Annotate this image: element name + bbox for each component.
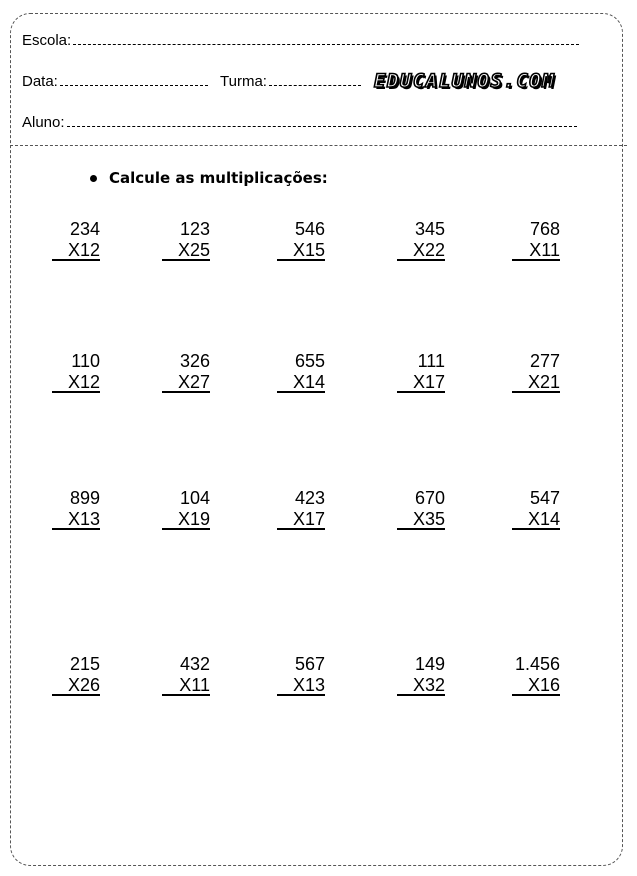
multiplicand: 546 — [294, 219, 325, 239]
answer-line[interactable] — [52, 391, 100, 393]
multiplicand: 899 — [69, 488, 100, 508]
turma-label: Turma: — [220, 73, 267, 90]
escola-line[interactable] — [73, 43, 579, 45]
multiplicand: 149 — [414, 654, 445, 674]
answer-line[interactable] — [52, 528, 100, 530]
multiplier: X11 — [179, 675, 210, 695]
answer-line[interactable] — [52, 694, 100, 696]
multiplier: X22 — [412, 240, 445, 260]
answer-line[interactable] — [162, 259, 210, 261]
multiplicand: 547 — [529, 488, 560, 508]
answer-line[interactable] — [397, 259, 445, 261]
multiplication-problem — [391, 654, 455, 702]
multiplier: X16 — [527, 675, 560, 695]
multiplication-problem — [506, 219, 570, 267]
answer-line[interactable] — [162, 391, 210, 393]
multiplicand: 326 — [179, 351, 210, 371]
answer-line[interactable] — [512, 391, 560, 393]
multiplicand: 104 — [179, 488, 210, 508]
multiplier: X35 — [412, 509, 445, 529]
multiplicand: 345 — [414, 219, 445, 239]
multiplication-problem — [156, 654, 220, 702]
multiplication-problem — [46, 351, 110, 399]
worksheet-border — [10, 13, 623, 866]
multiplication-problem — [46, 488, 110, 536]
multiplication-problem — [271, 219, 335, 267]
answer-line[interactable] — [397, 391, 445, 393]
multiplier: X12 — [67, 240, 100, 260]
multiplicand: 423 — [294, 488, 325, 508]
answer-line[interactable] — [397, 528, 445, 530]
multiplier: X11 — [529, 240, 560, 260]
turma-line[interactable] — [269, 84, 361, 86]
bullet-icon — [90, 175, 97, 182]
multiplicand: 1.456 — [514, 654, 560, 674]
data-field[interactable] — [22, 73, 208, 90]
answer-line[interactable] — [277, 528, 325, 530]
aluno-field[interactable] — [22, 114, 577, 131]
multiplication-problem — [506, 351, 570, 399]
answer-line[interactable] — [277, 694, 325, 696]
multiplicand: 234 — [69, 219, 100, 239]
answer-line[interactable] — [512, 694, 560, 696]
multiplicand: 123 — [179, 219, 210, 239]
multiplication-problem — [46, 654, 110, 702]
multiplicand: 432 — [179, 654, 210, 674]
multiplication-problem — [156, 488, 220, 536]
data-label: Data: — [22, 73, 58, 90]
answer-line[interactable] — [162, 528, 210, 530]
answer-line[interactable] — [512, 259, 560, 261]
multiplier: X13 — [292, 675, 325, 695]
answer-line[interactable] — [277, 259, 325, 261]
multiplication-problem — [391, 488, 455, 536]
header-divider — [10, 145, 627, 146]
multiplication-problem — [156, 351, 220, 399]
multiplicand: 111 — [417, 351, 445, 371]
multiplier: X19 — [177, 509, 210, 529]
multiplication-problem — [391, 219, 455, 267]
multiplier: X21 — [527, 372, 560, 392]
multiplier: X15 — [292, 240, 325, 260]
escola-field[interactable] — [22, 32, 579, 49]
multiplier: X27 — [177, 372, 210, 392]
multiplication-problem — [271, 488, 335, 536]
answer-line[interactable] — [397, 694, 445, 696]
multiplicand: 215 — [69, 654, 100, 674]
multiplicand: 655 — [294, 351, 325, 371]
answer-line[interactable] — [512, 528, 560, 530]
multiplier: X17 — [292, 509, 325, 529]
escola-label: Escola: — [22, 32, 72, 49]
turma-field[interactable] — [220, 73, 361, 90]
multiplication-problem — [271, 351, 335, 399]
multiplier: X14 — [292, 372, 325, 392]
answer-line[interactable] — [52, 259, 100, 261]
multiplicand: 277 — [529, 351, 560, 371]
multiplication-problem — [506, 488, 570, 536]
multiplication-problem — [271, 654, 335, 702]
multiplier: X14 — [527, 509, 560, 529]
multiplicand: 768 — [529, 219, 560, 239]
multiplicand: 110 — [71, 351, 100, 371]
educalunos-logo: EDUCALUNOS.COM — [374, 70, 556, 92]
data-line[interactable] — [60, 84, 208, 86]
multiplier: X26 — [67, 675, 100, 695]
answer-line[interactable] — [162, 694, 210, 696]
multiplication-problem — [391, 351, 455, 399]
answer-line[interactable] — [277, 391, 325, 393]
aluno-line[interactable] — [67, 125, 577, 127]
multiplier: X12 — [67, 372, 100, 392]
multiplier: X17 — [412, 372, 445, 392]
multiplication-problem — [156, 219, 220, 267]
multiplication-problem — [506, 654, 570, 702]
multiplicand: 670 — [414, 488, 445, 508]
instruction — [90, 169, 328, 187]
multiplication-problem — [46, 219, 110, 267]
aluno-label: Aluno: — [22, 114, 65, 131]
multiplier: X25 — [177, 240, 210, 260]
instruction-text: Calcule as multiplicações: — [109, 169, 328, 187]
multiplicand: 567 — [294, 654, 325, 674]
multiplier: X13 — [67, 509, 100, 529]
multiplier: X32 — [412, 675, 445, 695]
